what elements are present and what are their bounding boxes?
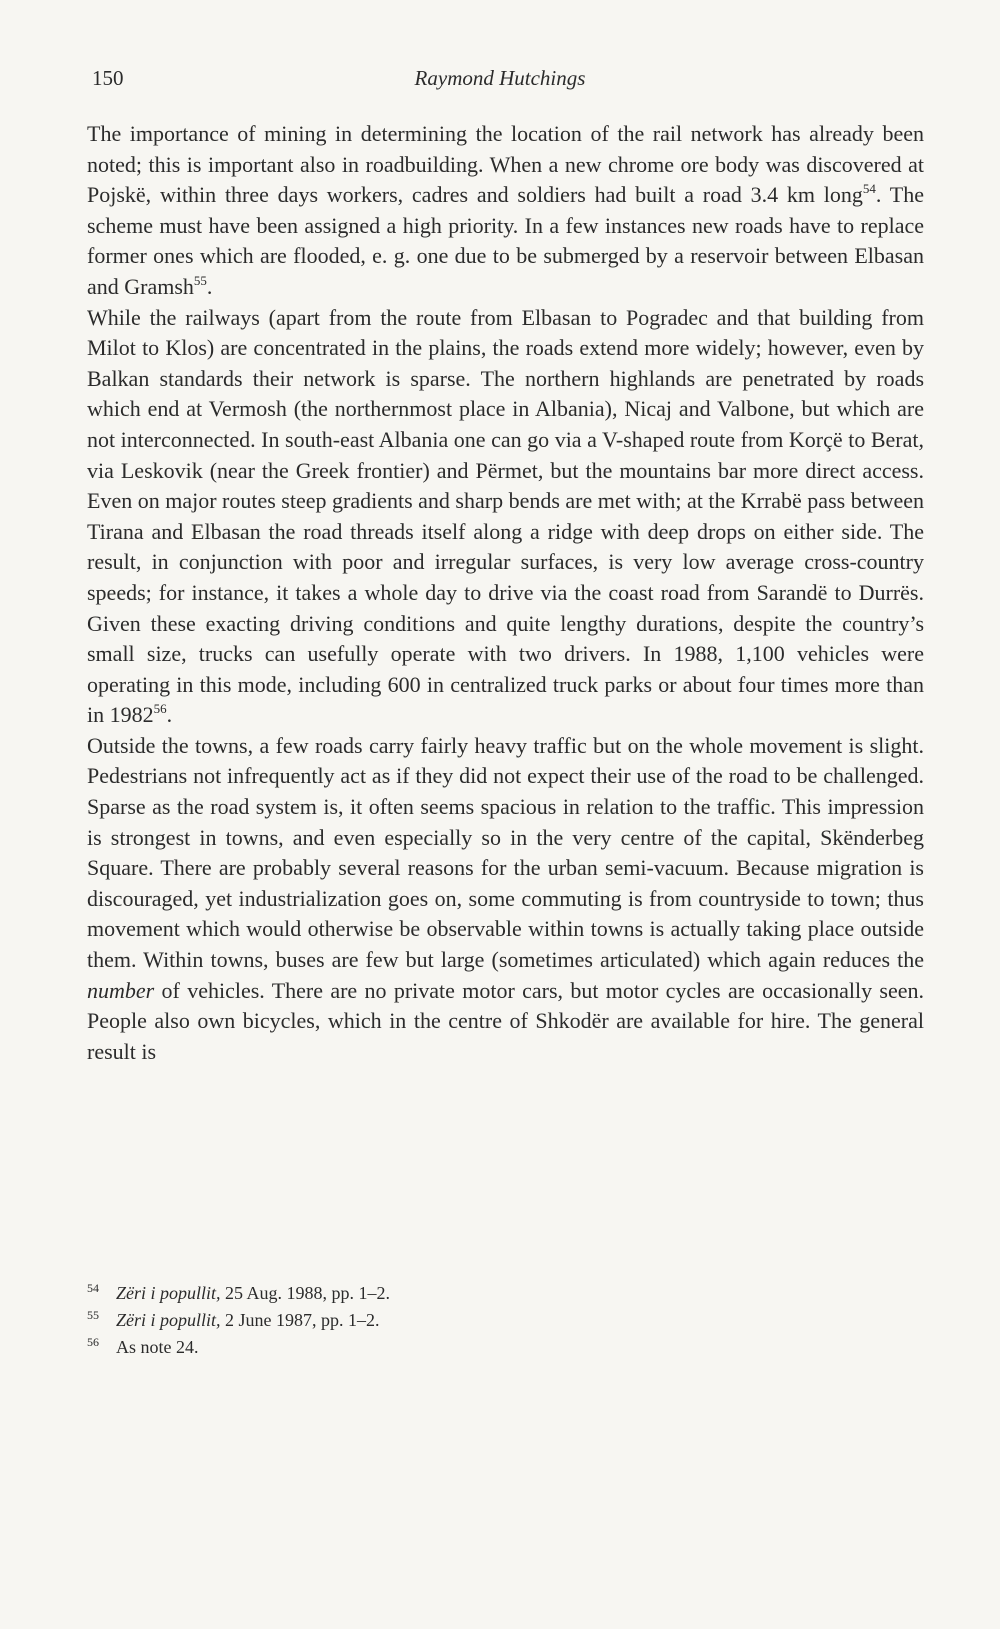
footnotes — [87, 1280, 924, 1361]
paragraph-text: . — [206, 273, 213, 299]
paragraph-text: Outside the towns, a few roads carry fairly heavy traffic but on the whole movement is slight. Pedestrians not infrequently act as if they did not expect their use of the road to be challenged. Sparse as the road system is, it often seems spacious in relation to the traffic. This impression is strongest in towns, and even especially so in the very centre of the capital, Skënderbeg Square. There are probably several reasons for the urban semi-vacuum. Because migration is discouraged, yet industrialization goes on, some commuting is from countryside to town; thus movement which would otherwise be observable within towns is actually taking place outside them. Within towns, buses are few but large (sometimes articulated) which again reduces the — [87, 732, 924, 973]
footnote-ref: 55 — [193, 272, 207, 288]
footnote-source: Zëri i popullit, — [116, 1283, 221, 1303]
footnote-56: $^{56}$ As note 24. — [87, 1335, 199, 1357]
running-head: Raymond Hutchings — [414, 66, 586, 90]
paragraph-text: The importance of mining in determining the location of the rail network has already been noted; this is important also in roadbuilding. When a new chrome ore body was discovered at Pojskë, within three days workers, cadres and soldiers had built a road 3.4 km long — [87, 121, 924, 208]
footnote-source: Zëri i popullit, — [116, 1310, 221, 1330]
body-text — [87, 119, 924, 1067]
paragraph-2 — [87, 303, 924, 731]
paragraph-3 — [87, 731, 924, 1068]
footnote-detail: 2 June 1987, pp. 1–2. — [220, 1310, 380, 1330]
footnote-55: $^{55}$ Zëri i popullit, 2 June 1987, pp. 1–2. — [87, 1308, 380, 1330]
footnote-ref: 56 — [153, 701, 167, 717]
footnote-detail: 25 Aug. 1988, pp. 1–2. — [220, 1283, 391, 1303]
paragraph-text: While the railways (apart from the route from Elbasan to Pogradec and that building from Milot to Klos) are concentrated in the plains, the roads extend more widely; however, even by Balkan standards their network is sparse. The northern highlands are penetrated by roads which end at Vermosh (the northernmost place in Albania), Nicaj and Valbone, but which are not interconnected. In south-east Albania one can go via a V-shaped route from Korçë to Berat, via Leskovik (near the Greek frontier) and Përmet, but the mountains bar more direct access. Even on major routes steep gradients and sharp bends are met with; at the Krrabë pass between Tirana and Elbasan the road threads itself along a ridge with deep drops on either side. The result, in conjunction with poor and irregular surfaces, is very low average cross-country speeds; for instance, it takes a whole day to drive via the coast road from Sarandë to Durrës. Given these exacting driving conditions and quite lengthy durations, despite the country’s small size, trucks can usefully operate with two drivers. In 1988, 1,100 vehicles were operating in this mode, including 600 in centralized truck parks or about four times more than in 1982 — [87, 304, 924, 728]
footnote-text: As note 24. — [116, 1337, 199, 1357]
page-number: 150 — [92, 66, 124, 90]
paragraph-1 — [87, 119, 924, 303]
page-header — [92, 66, 908, 96]
footnote-ref: 54 — [862, 181, 876, 197]
emphasized-word: number — [87, 977, 155, 1003]
paragraph-text: of vehicles. There are no private motor cars, but motor cycles are occasionally seen. People also own bicycles, which in the centre of Shkodër are available for hire. The general result is — [87, 977, 924, 1064]
paragraph-text: . The scheme must have been assigned a high priority. In a few instances new roads have to replace former ones which are flooded, e. g. one due to be submerged by a reservoir between Elbasan and Gramsh — [87, 182, 924, 299]
paragraph-text: . — [166, 702, 173, 728]
footnote-54: $^{54}$ Zëri i popullit, 25 Aug. 1988, pp. 1–2. — [87, 1281, 391, 1303]
